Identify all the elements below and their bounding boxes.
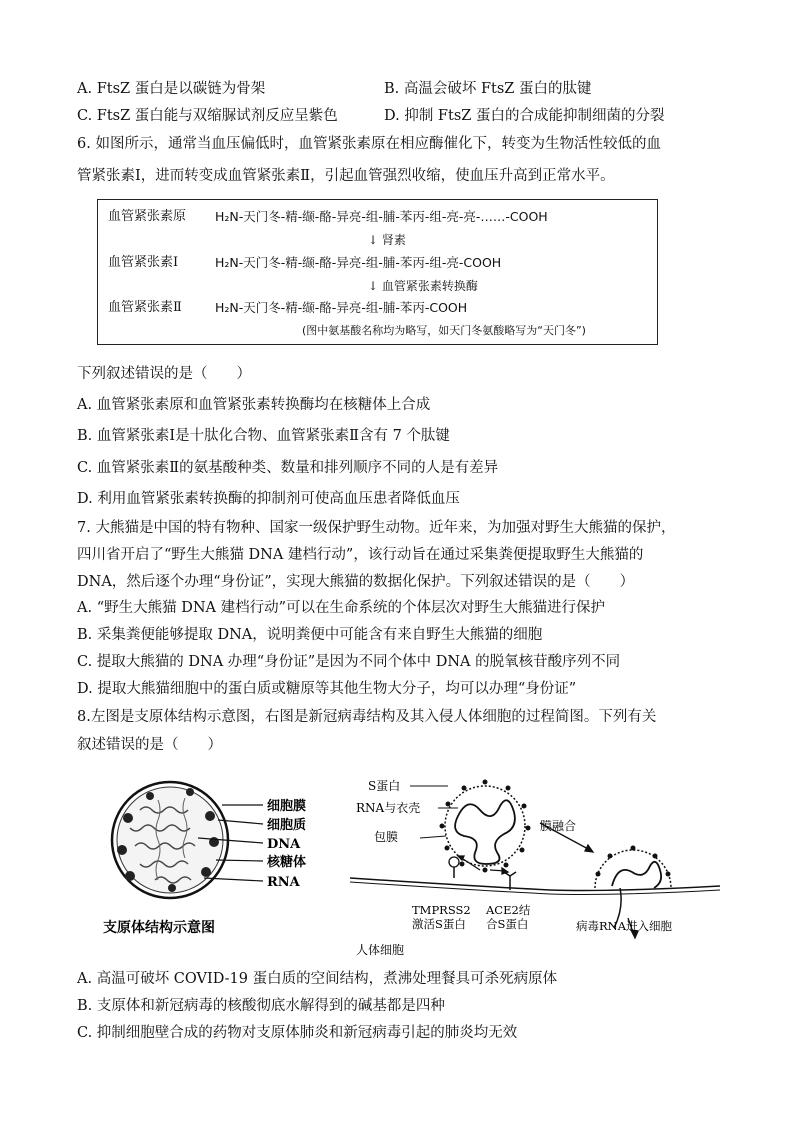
q5-option-c: C. FtsZ 蛋白能与双缩脲试剂反应呈紫色	[77, 108, 338, 124]
q6-option-b: B. 血管紧张素Ⅰ是十肽化合物、血管紧张素Ⅱ含有 7 个肽键	[77, 428, 450, 444]
q5-option-a: A. FtsZ 蛋白是以碳链为骨架	[77, 81, 266, 97]
tmprss2-label-line1: TMPRSS2	[412, 903, 471, 917]
mycoplasma-cell	[112, 782, 228, 898]
q7-stem-line1: 7. 大熊猫是中国的特有物种、国家一级保护野生动物。近年来，为加强对野生大熊猫的保护，	[77, 520, 676, 536]
q7-option-d: D. 提取大熊猫细胞中的蛋白质或糖原等其他生物大分子，均可以办理“身份证”	[77, 681, 577, 697]
viral-rna-entry-label: 病毒RNA进入细胞	[576, 919, 673, 933]
figure-note: (图中氨基酸名称均为略写，如天门冬氨酸略写为“天门冬”)	[302, 324, 586, 337]
renin-arrow: ↓ 肾素	[368, 233, 406, 247]
q7-stem-line3: DNA，然后逐个办理“身份证”，实现大熊猫的数据化保护。下列叙述错误的是（ ）	[77, 574, 635, 590]
q5-option-b: B. 高温会破坏 FtsZ 蛋白的肽键	[384, 81, 592, 97]
angiotensin-ii-sequence: H₂N-天门冬-精-缬-酪-异亮-组-脯-苯丙-COOH	[215, 300, 468, 315]
host-cell-membrane	[350, 878, 720, 891]
mycoplasma-diagram	[100, 780, 330, 945]
angiotensin-i-label: 血管紧张素Ⅰ	[108, 255, 179, 270]
fused-virus	[595, 846, 671, 929]
q6-question: 下列叙述错误的是（ ）	[77, 366, 251, 382]
angiotensinogen-sequence: H₂N-天门冬-精-缬-酪-异亮-组-脯-苯丙-组-亮-亮-……-COOH	[215, 209, 548, 224]
mycoplasma-caption: 支原体结构示意图	[103, 920, 215, 936]
coronavirus-entry-diagram	[350, 768, 720, 968]
q6-option-d: D. 利用血管紧张素转换酶的抑制剂可使高血压患者降低血压	[77, 491, 460, 507]
q8-stem-line1: 8.左图是支原体结构示意图，右图是新冠病毒结构及其入侵人体细胞的过程简图。下列有关	[77, 709, 657, 725]
human-cell-label: 人体细胞	[356, 943, 405, 957]
ace-arrow: ↓ 血管紧张素转换酶	[368, 279, 478, 293]
q8-stem-line2: 叙述错误的是（ ）	[77, 737, 222, 753]
label-rna: RNA	[267, 875, 300, 890]
q7-option-c: C. 提取大熊猫的 DNA 办理“身份证”是因为不同个体中 DNA 的脱氧核苷酸序列不同	[77, 654, 621, 670]
label-dna: DNA	[267, 837, 301, 852]
q8-option-a: A. 高温可破坏 COVID-19 蛋白质的空间结构，煮沸处理餐具可杀死病原体	[77, 971, 558, 987]
q6-option-a: A. 血管紧张素原和血管紧张素转换酶均在核糖体上合成	[77, 397, 431, 413]
tmprss2-receptor	[449, 857, 459, 878]
tmprss2-label-line2: 激活S蛋白	[412, 917, 466, 931]
label-cell-membrane: 细胞膜	[267, 799, 307, 814]
angiotensin-ii-label: 血管紧张素Ⅱ	[108, 300, 182, 315]
q6-stem-line2: 管紧张素Ⅰ，进而转变成血管紧张素Ⅱ，引起血管强烈收缩，使血压升高到正常水平。	[77, 168, 615, 184]
q5-option-d: D. 抑制 FtsZ 蛋白的合成能抑制细菌的分裂	[384, 108, 665, 124]
q7-option-b: B. 采集粪便能够提取 DNA，说明粪便中可能含有来自野生大熊猫的细胞	[77, 627, 543, 643]
angiotensin-i-sequence: H₂N-天门冬-精-缬-酪-异亮-组-脯-苯丙-组-亮-COOH	[215, 255, 502, 270]
ace2-label-line2: 合S蛋白	[486, 917, 529, 931]
envelope-label: 包膜	[374, 830, 399, 844]
angiotensin-figure-box	[97, 199, 658, 345]
q6-stem-line1: 6. 如图所示，通常当血压偏低时，血管紧张素原在相应酶催化下，转变为生物活性较低的血	[77, 136, 661, 152]
rna-capsid-label: RNA与衣壳	[356, 801, 421, 815]
q7-option-a: A. “野生大熊猫 DNA 建档行动”可以在生命系统的个体层次对野生大熊猫进行保护	[77, 600, 606, 616]
ace2-label-line1: ACE2结	[486, 903, 531, 917]
q7-stem-line2: 四川省开启了“野生大熊猫 DNA 建档行动”，该行动旨在通过采集粪便提取野生大熊猫的	[77, 547, 644, 563]
q8-option-c: C. 抑制细胞壁合成的药物对支原体肺炎和新冠病毒引起的肺炎均无效	[77, 1025, 518, 1041]
angiotensinogen-label: 血管紧张素原	[108, 209, 187, 224]
s-protein-label: S蛋白	[368, 779, 401, 793]
q6-option-c: C. 血管紧张素Ⅱ的氨基酸种类、数量和排列顺序不同的人是有差异	[77, 460, 499, 476]
label-ribosome: 核糖体	[267, 855, 307, 870]
q8-option-b: B. 支原体和新冠病毒的核酸彻底水解得到的碱基都是四种	[77, 998, 445, 1014]
membrane-fusion-label: 膜融合	[540, 819, 577, 833]
label-cytoplasm: 细胞质	[267, 818, 307, 833]
